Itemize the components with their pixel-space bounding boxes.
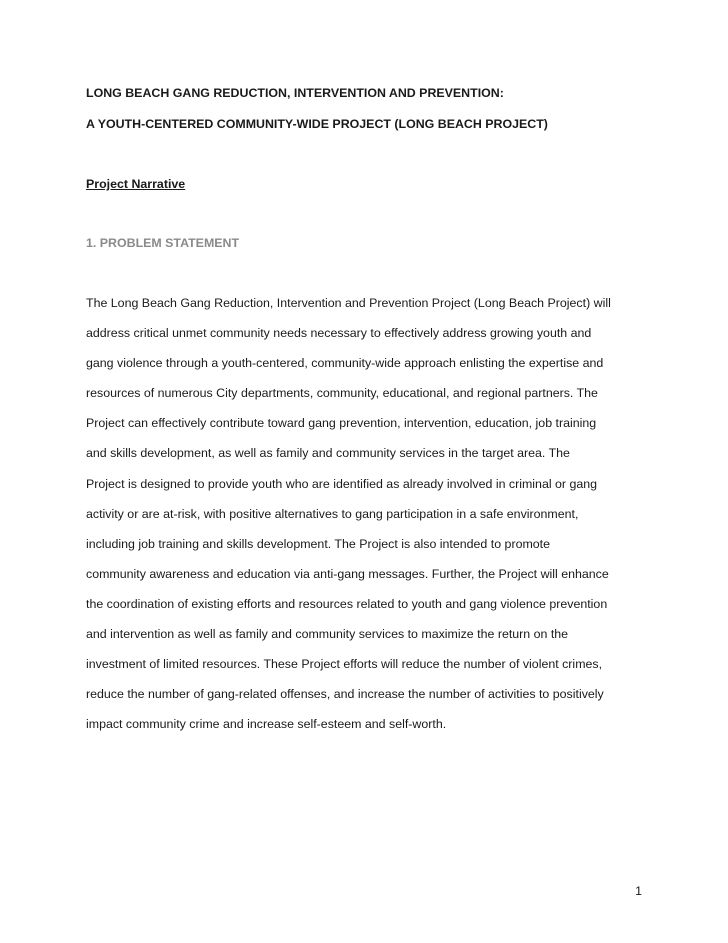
document-title-line-1: LONG BEACH GANG REDUCTION, INTERVENTION AND PREVENTION: (86, 86, 504, 100)
body-line: the coordination of existing efforts and resources related to youth and gang violence prevention (86, 596, 608, 611)
body-line: activity or are at-risk, with positive alternatives to gang participation in a safe environment, (86, 506, 579, 521)
body-line: impact community crime and increase self-esteem and self-worth. (86, 717, 447, 732)
project-narrative-heading: Project Narrative (86, 177, 186, 191)
body-line: reduce the number of gang-related offenses, and increase the number of activities to positively (86, 687, 604, 702)
body-line: Project can effectively contribute toward gang prevention, intervention, education, job training (86, 416, 597, 431)
problem-statement-heading: 1. PROBLEM STATEMENT (86, 236, 240, 250)
body-line: Project is designed to provide youth who are identified as already involved in criminal or gang (86, 476, 598, 491)
body-line: and skills development, as well as family and community services in the target area. The (86, 446, 570, 461)
document-title-line-2: A YOUTH-CENTERED COMMUNITY-WIDE PROJECT (LONG BEACH PROJECT) (86, 117, 548, 131)
body-line: investment of limited resources. These Project efforts will reduce the number of violent crimes, (86, 657, 603, 672)
body-line: including job training and skills development. The Project is also intended to promote (86, 536, 551, 551)
body-line: gang violence through a youth-centered, community-wide approach enlisting the expertise and (86, 356, 604, 371)
problem-statement-body (86, 296, 646, 747)
page-number: 1 (635, 884, 642, 898)
body-line: The Long Beach Gang Reduction, Intervention and Prevention Project (Long Beach Project) will (86, 296, 611, 310)
body-line: address critical unmet community needs necessary to effectively address growing youth and (86, 326, 592, 341)
body-line: community awareness and education via anti-gang messages. Further, the Project will enhance (86, 566, 609, 581)
body-line: resources of numerous City departments, community, educational, and regional partners. The (86, 386, 598, 401)
body-line: and intervention as well as family and community services to maximize the return on the (86, 627, 569, 642)
